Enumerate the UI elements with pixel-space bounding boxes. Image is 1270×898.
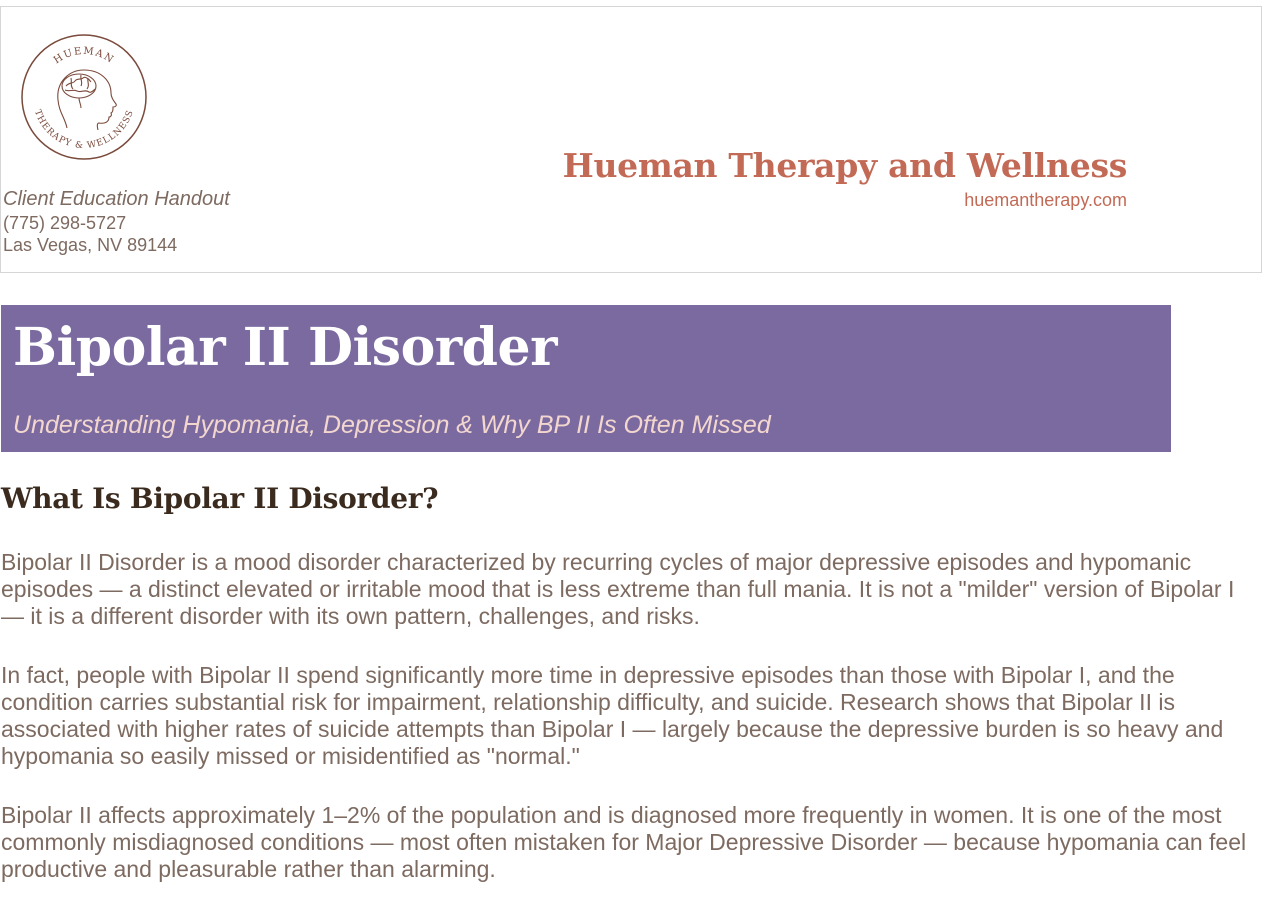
svg-text:THERAPY & WELLNESS: THERAPY & WELLNESS xyxy=(31,108,137,152)
practice-name: Hueman Therapy and Wellness xyxy=(562,146,1127,185)
phone-number: (775) 298-5727 xyxy=(3,213,127,233)
address: Las Vegas, NV 89144 xyxy=(3,235,178,255)
website-link[interactable]: huemantherapy.com xyxy=(964,190,1127,210)
title-banner xyxy=(1,305,1171,452)
brain-head-logo xyxy=(21,34,147,160)
page-title: Bipolar II Disorder xyxy=(13,317,557,378)
body-paragraph: Bipolar II affects approximately 1–2% of the population and is diagnosed more frequently in women. It is one of the most commonly misdiagnosed conditions — most often mistaken for Major Depressive Disorder — because hypomania can feel productive and pleasurable rather than alarming. xyxy=(1,802,1247,882)
body-paragraph: Bipolar II Disorder is a mood disorder characterized by recurring cycles of major depressive episodes and hypomanic episodes — a distinct elevated or irritable mood that is less extreme than full mania. It is not a "milder" version of Bipolar I — it is a different disorder with its own pattern, challenges, and risks. xyxy=(1,549,1235,629)
section-heading: What Is Bipolar II Disorder? xyxy=(1,482,439,515)
head-with-brain-icon xyxy=(58,70,116,130)
body-paragraph: In fact, people with Bipolar II spend significantly more time in depressive episodes than those with Bipolar I, and the condition carries substantial risk for impairment, relationship difficulty, and suicide. Research shows that Bipolar II is associated with higher rates of suicide attempts than Bipolar I — largely because the depressive burden is so heavy and hypomania so easily missed or misidentified as "normal." xyxy=(1,662,1224,769)
page-subtitle: Understanding Hypomania, Depression & Why BP II Is Often Missed xyxy=(13,411,771,439)
svg-text:HUEMAN: HUEMAN xyxy=(51,45,117,67)
letterhead xyxy=(0,6,1262,273)
handout-label: Client Education Handout xyxy=(3,188,230,210)
